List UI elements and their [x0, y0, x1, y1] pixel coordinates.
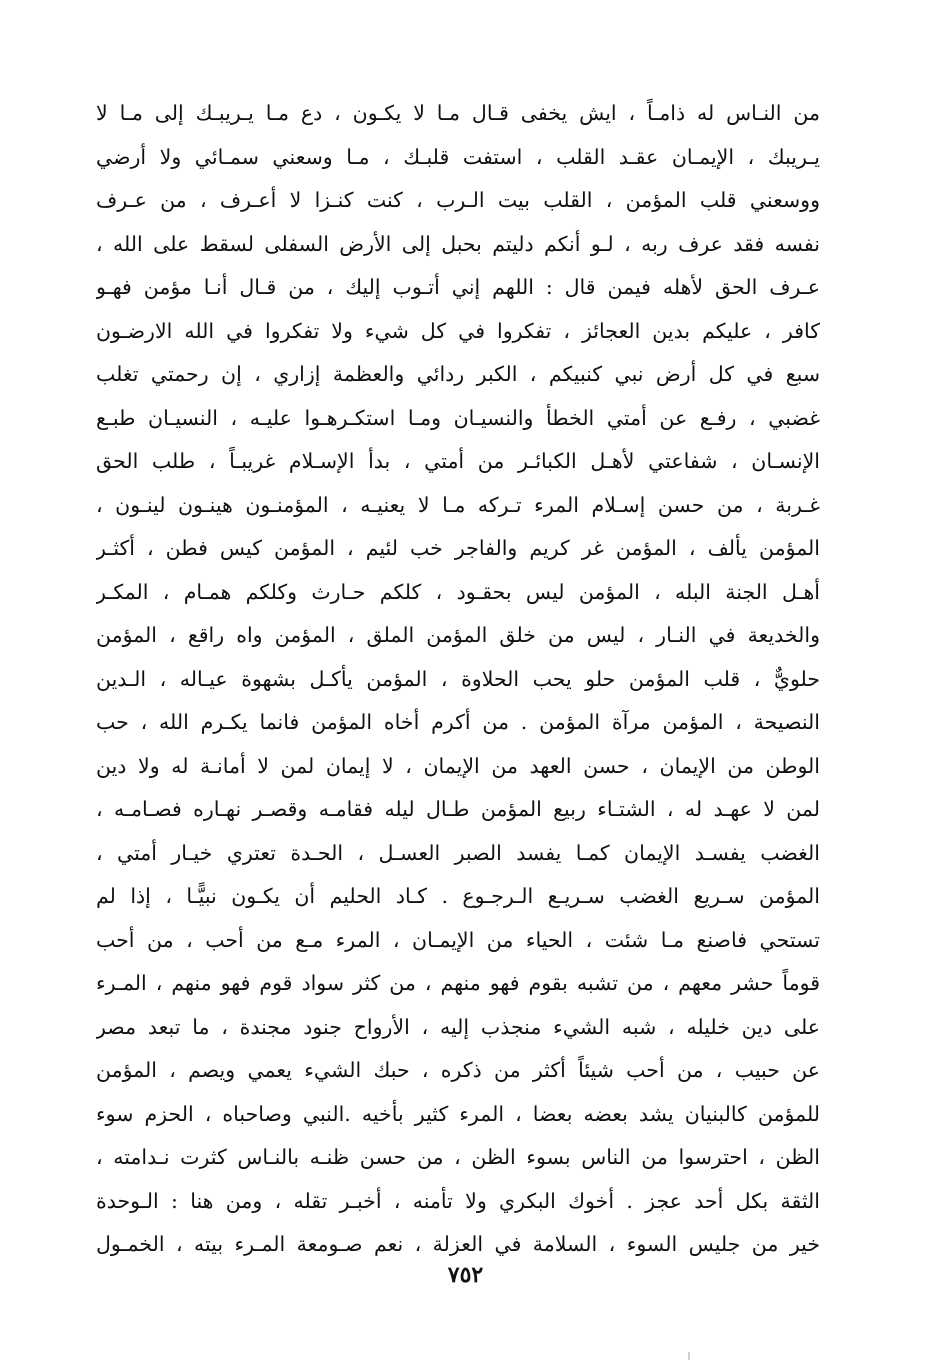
- text-line: لمن لا عهـد له ، الشتـاء ربيع المؤمن طـال ليله فقامـه وقصـر نهـاره فصـامـه ،: [96, 797, 820, 821]
- body-text: [96, 92, 820, 1267]
- text-line: الظن ، احترسوا من الناس بسوء الظن ، من حسن ظنـه بالنـاس كثرت نـدامته ،: [96, 1145, 820, 1169]
- text-line: أهـل الجنة البله ، المؤمن ليس بحقـود ، كلكم حـارث وكلكم همـام ، المكـر: [96, 579, 820, 604]
- text-line: والخديعة في النـار ، ليس من خلق المؤمن الملق ، المؤمن واه راقع ، المؤمن: [96, 623, 820, 647]
- text-line: الثقة بكل أحد عجز . أخوك البكري ولا تأمنه ، أخبـر تقله ، ومن هنا : الـوحدة: [96, 1188, 820, 1213]
- text-line: كافر ، عليكم بدين العجائز ، تفكروا في كل شيء ولا تفكروا في الله الارضـون: [96, 318, 820, 343]
- text-line: خير من جليس السوء ، السلامة في العزلة ، نعم صـومعة المـرء بيته ، الخمـول: [96, 1232, 820, 1256]
- text-line: حلويٌّ ، قلب المؤمن حلو يحب الحلاوة ، المؤمن يأكـل بشهوة عيـاله ، الـدين: [96, 666, 820, 691]
- page-number: ٧٥٢: [447, 1262, 484, 1288]
- text-line: قوماً حشر معهم ، من تشبه بقوم فهو منهم ، من كثر سواد قوم فهو منهم ، المـرء: [96, 971, 820, 995]
- text-line: الغضب يفسـد الإيمان كمـا يفسد الصبر العسـل ، الحـدة تعتري خيـار أمتي ،: [96, 840, 820, 865]
- text-line: غـربة ، من حسن إسـلام المرء تـركه مـا لا يعنيـه ، المؤمنـون هينـون لينـون ،: [96, 492, 820, 517]
- text-line: المؤمن يألف ، المؤمن غر كريم والفاجر خب لئيم ، المؤمن كيس فطن ، أكثـر: [96, 536, 820, 560]
- text-line: يـريبك ، الإيمـان عقـد القلب ، استفت قلبـك ، مـا وسعني سمـائي ولا أرضي: [96, 144, 820, 169]
- text-line: عـرف الحق لأهله فيمن قال : اللهم إني أتـوب إليك ، من قـال أنـا مؤمن فهـو: [96, 275, 820, 299]
- text-line: النصيحة ، المؤمن مرآة المؤمن . من أكرم أخاه المؤمن فانما يكـرم الله ، حب: [96, 710, 820, 734]
- text-line: نفسه فقد عرف ربه ، لـو أنكم دليتم بحبل إلى الأرض السفلى لسقط على الله ،: [96, 231, 820, 256]
- scan-speck: [688, 1352, 690, 1360]
- text-line: غضبي ، رفـع عن أمتي الخطأ والنسيـان ومـا استكـرهـوا عليـه ، النسيـان طبـع: [96, 405, 820, 430]
- text-line: المؤمن سـريع الغضب سـريـع الـرجـوع . كـاد الحليم أن يكـون نبيًّـا ، إذا لم: [96, 884, 820, 908]
- text-line: سبع في كل أرض نبي كنبيكم ، الكبر ردائي والعظمة إزاري ، إن رحمتي تغلب: [96, 362, 820, 386]
- text-line: للمؤمن كالبنيان يشد بعضه بعضا ، المرء كثير بأخيه .النبي وصاحباه ، الحزم سوء: [96, 1101, 820, 1126]
- text-line: من النـاس له ذامـاً ، ايش يخفى قـال مـا لا يكـون ، دع مـا يـريبـك إلى مـا لا: [96, 101, 820, 125]
- text-line: تستحي فاصنع مـا شئت ، الحياء من الإيمـان ، المرء مـع من أحب ، من أحب: [96, 927, 820, 952]
- text-line: ووسعني قلب المؤمن ، القلب بيت الـرب ، كنت كنـزا لا أعـرف ، من عـرف: [96, 188, 820, 212]
- text-line: الإنسـان ، شفاعتي لأهـل الكبائـر من أمتي ، بدأ الإسـلام غريبـاً ، طلب الحق: [96, 449, 820, 473]
- text-line: على دين خليله ، شبه الشيء منجذب إليه ، الأرواح جنود مجندة ، ما تبعد مصر: [96, 1014, 820, 1039]
- text-line: الوطن من الإيمان ، حسن العهد من الإيمان ، لا إيمان لمن لا أمانـة له ولا دين: [96, 753, 820, 778]
- text-line: عن حبيب ، من أحب شيئاً أكثر من ذكره ، حبك الشيء يعمي ويصم ، المؤمن: [96, 1058, 820, 1082]
